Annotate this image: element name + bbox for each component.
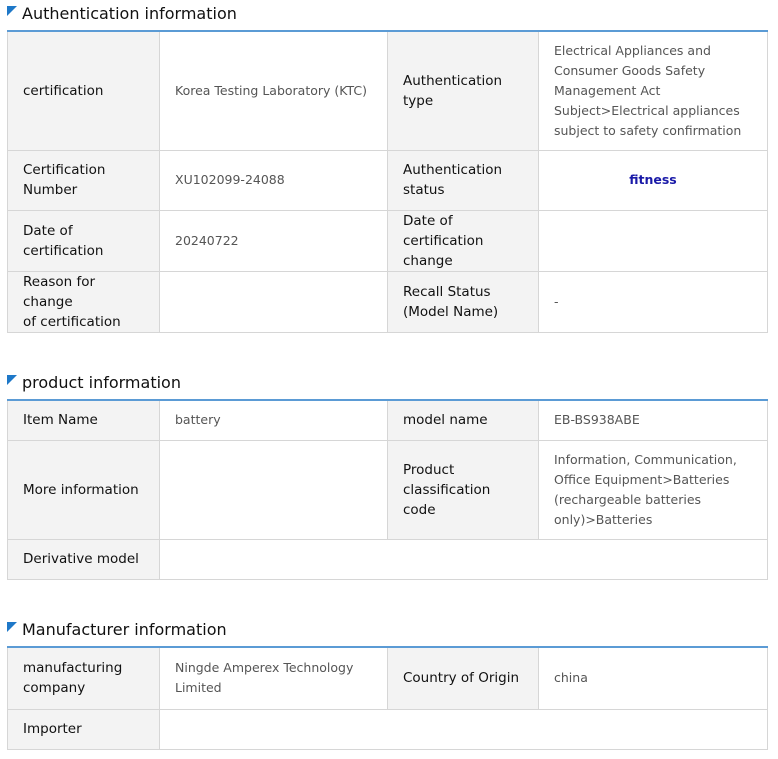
reason-label [8,271,160,332]
classification-label [388,440,539,539]
table-row [8,440,768,539]
item-name-label: Item Name [8,400,160,440]
model-label: model name [388,400,539,440]
label-line: manufacturing [23,660,123,677]
label-line: of certification [23,313,121,330]
country-value: china [539,647,768,709]
label-line: company [23,680,86,697]
manufacturer-section-title [7,616,227,642]
derivative-value [160,539,768,579]
importer-value [160,709,768,749]
label-line: Authentication [403,162,503,178]
recall-label [388,271,539,332]
certification-label: certification [8,31,160,150]
label-line: classification code [403,481,491,518]
auth-type-line: Electrical Appliances and [554,42,711,58]
date-value: 20240722 [160,210,388,271]
more-info-label: More information [8,440,160,539]
label-line: (Model Name) [403,303,499,320]
label-line: Recall Status [403,283,491,300]
label-line: Date of certification [403,212,484,249]
country-label: Country of Origin [388,647,539,709]
more-info-value [160,440,388,539]
recall-value: - [539,271,768,332]
label-line: status [403,182,445,198]
table-row [8,31,768,150]
table-row [8,647,768,709]
section-marker-icon [7,375,17,385]
auth-type-line: Management Act [554,82,661,98]
classification-value [539,440,768,539]
product-table [7,399,768,580]
importer-label: Importer [8,709,160,749]
product-section-title [7,369,181,395]
table-row [8,210,768,271]
auth-type-label: Authentication type [388,31,539,150]
classification-line: Information, Communication, [554,451,737,467]
date-label: Date of certification [8,210,160,271]
auth-section-title [7,0,237,26]
label-line: change [403,252,453,269]
label-line: Product [403,461,455,478]
auth-type-line: Subject>Electrical appliances [554,102,740,118]
derivative-label: Derivative model [8,539,160,579]
table-row [8,539,768,579]
classification-line: only)>Batteries [554,511,653,527]
table-row [8,271,768,332]
cert-number-label [8,150,160,210]
auth-status-value: fitness [539,150,768,210]
cert-number-value: XU102099-24088 [160,150,388,210]
company-line: Limited [175,680,222,696]
date-change-value [539,210,768,271]
company-line: Ningde Amperex Technology [175,660,354,676]
classification-line: (rechargeable batteries [554,491,702,507]
auth-table [7,30,768,333]
reason-value [160,271,388,332]
product-section-title-text: product information [22,372,181,392]
company-value [160,647,388,709]
company-label [8,647,160,709]
model-value: EB-BS938ABE [539,400,768,440]
label-line: Reason for change [23,273,96,310]
auth-type-line: Consumer Goods Safety [554,62,706,78]
item-name-value: battery [160,400,388,440]
classification-line: Office Equipment>Batteries [554,471,730,487]
table-row [8,150,768,210]
auth-section-title-text: Authentication information [22,3,237,23]
manufacturer-table [7,646,768,750]
auth-status-label [388,150,539,210]
auth-type-value [539,31,768,150]
table-row [8,709,768,749]
table-row [8,400,768,440]
label-line: Certification [23,162,106,178]
date-change-label [388,210,539,271]
auth-type-line: subject to safety confirmation [554,122,742,138]
certification-value: Korea Testing Laboratory (KTC) [160,31,388,150]
label-line: Number [23,182,78,198]
manufacturer-section-title-text: Manufacturer information [22,619,227,639]
section-marker-icon [7,6,17,16]
section-marker-icon [7,622,17,632]
